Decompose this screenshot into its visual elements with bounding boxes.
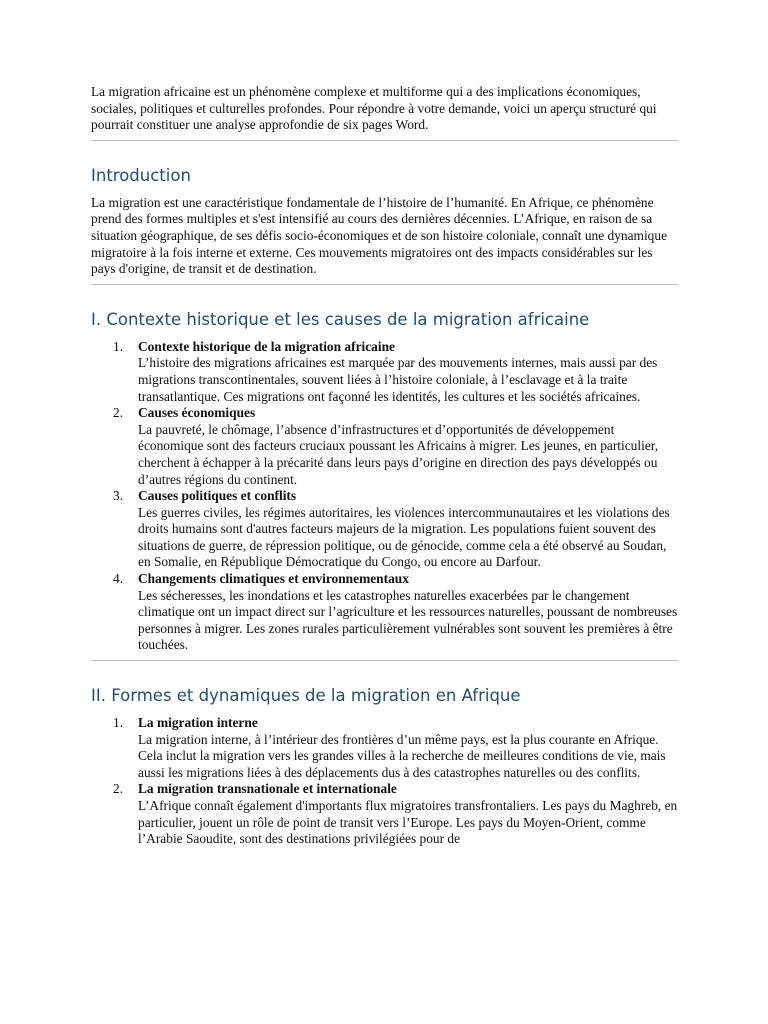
section-heading-introduction: Introduction bbox=[91, 165, 191, 185]
list-item-title: La migration transnationale et internationale bbox=[138, 781, 397, 797]
section-heading-contexte: I. Contexte historique et les causes de la migration africaine bbox=[91, 309, 590, 329]
list-item-text: Les guerres civiles, les régimes autoritaires, les violences intercommunautaires et les violations des droits humains sont d'autres facteurs majeurs de la migration. Les populations fuient souvent des situations de guerre, de répression politique, ou de génocide, comme cela a été observé au Soudan, en Somalie, en République Démocratique du Congo, ou encore au Darfour. bbox=[138, 504, 670, 570]
list-number: 1. bbox=[113, 338, 124, 354]
list-number: 1. bbox=[113, 715, 124, 731]
divider bbox=[91, 284, 678, 285]
numbered-list-causes bbox=[91, 339, 678, 654]
divider bbox=[91, 140, 678, 141]
list-item bbox=[91, 715, 678, 781]
list-item bbox=[91, 571, 678, 654]
list-item bbox=[91, 488, 678, 571]
list-number: 2. bbox=[113, 781, 124, 797]
document-page bbox=[91, 84, 678, 848]
divider bbox=[91, 660, 678, 661]
list-item-text: L’Afrique connaît également d'importants flux migratoires transfrontaliers. Les pays du Maghreb, en particulier, jouent un rôle de point de transit vers l’Europe. Les pays du Moyen-Orient, comme l’Arabie Saoudite, sont des destinations privilégiées pour de bbox=[138, 798, 678, 847]
list-item-text: La migration interne, à l’intérieur des frontières d’un même pays, est la plus courante en Afrique. Cela inclut la migration vers les grandes villes à la recherche de meilleures conditions de vie, mais aussi les migrations liées à des déplacements dus à des catastrophes naturelles ou des conflits. bbox=[138, 731, 666, 780]
list-item-title: Changements climatiques et environnementaux bbox=[138, 571, 409, 587]
section-heading-formes: II. Formes et dynamiques de la migration en Afrique bbox=[91, 686, 521, 706]
list-item-title: La migration interne bbox=[138, 715, 258, 731]
list-item-text: Les sécheresses, les inondations et les catastrophes naturelles exacerbées par le changement climatique ont un impact direct sur l’agriculture et les ressources naturelles, poussant de nombreuses personnes à migrer. Les zones rurales particulièrement vulnérables sont souvent les premières à être touchées. bbox=[138, 587, 678, 653]
list-item-text: L’histoire des migrations africaines est marquée par des mouvements internes, mais aussi par des migrations transcontinentales, souvent liées à l’histoire coloniale, à l’esclavage et à la traite transatlantique. Ces migrations ont façonné les identités, les cultures et les sociétés africaines. bbox=[138, 355, 658, 404]
list-number: 2. bbox=[113, 405, 124, 421]
list-number: 3. bbox=[113, 488, 124, 504]
list-item-title: Contexte historique de la migration africaine bbox=[138, 338, 395, 354]
list-item-text: La pauvreté, le chômage, l’absence d’infrastructures et d’opportunités de développement économique sont des facteurs cruciaux poussant les Africains à migrer. Les jeunes, en particulier, cherchent à échapper à la précarité dans leurs pays d’origine en direction des pays développés ou d’autres régions du continent. bbox=[138, 421, 659, 487]
list-item-title: Causes économiques bbox=[138, 405, 256, 421]
numbered-list-formes bbox=[91, 715, 678, 848]
list-item bbox=[91, 339, 678, 405]
intro-paragraph: La migration africaine est un phénomène complexe et multiforme qui a des implications économiques, sociales, politiques et culturelles profondes. Pour répondre à votre demande, voici un aperçu structuré qui pourrait constituer une analyse approfondie de six pages Word. bbox=[91, 84, 657, 133]
list-item-title: Causes politiques et conflits bbox=[138, 488, 297, 504]
list-number: 4. bbox=[113, 571, 124, 587]
list-item bbox=[91, 405, 678, 488]
introduction-paragraph: La migration est une caractéristique fondamentale de l’histoire de l’humanité. En Afrique, ce phénomène prend des formes multiples et s'est intensifié au cours des dernières décennies. L’Afrique, en raison de sa situation géographique, de ses défis socio-économiques et de son histoire coloniale, connaît une dynamique migratoire à la fois interne et externe. Ces mouvements migratoires ont des impacts considérables sur les pays d'origine, de transit et de destination. bbox=[91, 194, 668, 277]
list-item bbox=[91, 781, 678, 847]
